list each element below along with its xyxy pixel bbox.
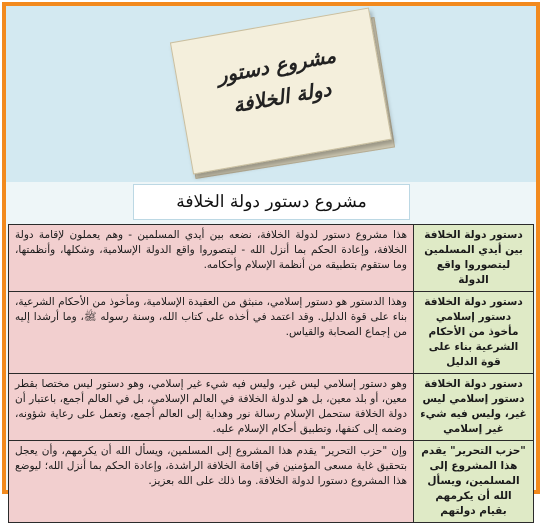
table-row: [9, 225, 534, 292]
row-text: وهو دستور إسلامي ليس غير، وليس فيه شيء غير إسلامي، وهو دستور ليس مختصا بقطر معين، أو بلد معين، بل هو لدولة الخلافة في العالم الإسلامي، بل في العالم أجمع، باعتبار أن دولة الخلافة ستحمل الإسلام رسالة نور وهداية إلى العالم أجمع، وتعمل على رعاية شؤونه، وضمه إلى كنفها، وتطبيق أحكام الإسلام عليه.: [9, 374, 414, 441]
table-row: [9, 374, 534, 441]
cover-image: [6, 6, 536, 182]
cover-title-line1: مشروع دستور: [215, 43, 338, 88]
row-text: هذا مشروع دستور لدولة الخلافة، نضعه بين أيدي المسلمين - وهم يعملون لإقامة دولة الخلافة، وإعادة الحكم بما أنزل الله - ليتصوروا واقع الدولة الإسلامية، وشكلها، وأنظمتها، وما ستقوم بتطبيقه من أنظمة الإسلام وأحكامه.: [9, 225, 414, 292]
page-frame: [2, 2, 540, 517]
table-row: [9, 441, 534, 523]
content-table: [8, 224, 534, 523]
page-title: مشروع دستور دولة الخلافة: [133, 184, 410, 220]
cover-title-line2: دولة الخلافة: [231, 76, 333, 118]
row-text: وإن "حزب التحرير" يقدم هذا المشروع إلى المسلمين، ويسأل الله أن يكرمهم، وأن يعجل بتحقيق غاية مسعى المؤمنين في إقامة الخلافة الراشدة، وإعادة الحكم بما أنزل الله؛ ليوضع هذا المشروع دستورا لدولة الخلافة. وما ذلك على الله بعزيز.: [9, 441, 414, 523]
row-label: دستور دولة الخلافة دستور إسلامي ليس غير، وليس فيه شيء غير إسلامي: [414, 374, 534, 441]
document-illustration: [156, 14, 416, 182]
row-label: "حزب التحرير" يقدم هذا المشروع إلى المسلمين، ويسأل الله أن يكرمهم بقيام دولتهم: [414, 441, 534, 523]
row-label: دستور دولة الخلافة بين أيدي المسلمين ليتصوروا واقع الدولة: [414, 225, 534, 292]
row-label: دستور دولة الخلافة دستور إسلامي مأخوذ من الأحكام الشرعية بناء على قوة الدليل: [414, 292, 534, 374]
row-text: وهذا الدستور هو دستور إسلامي، منبثق من العقيدة الإسلامية، ومأخوذ من الأحكام الشرعية، بناء على قوة الدليل. وقد اعتمد في أخذه على كتاب الله، وسنة رسوله ﷺ، وما أرشدا إليه من إجماع الصحابة والقياس.: [9, 292, 414, 374]
table-row: [9, 292, 534, 374]
